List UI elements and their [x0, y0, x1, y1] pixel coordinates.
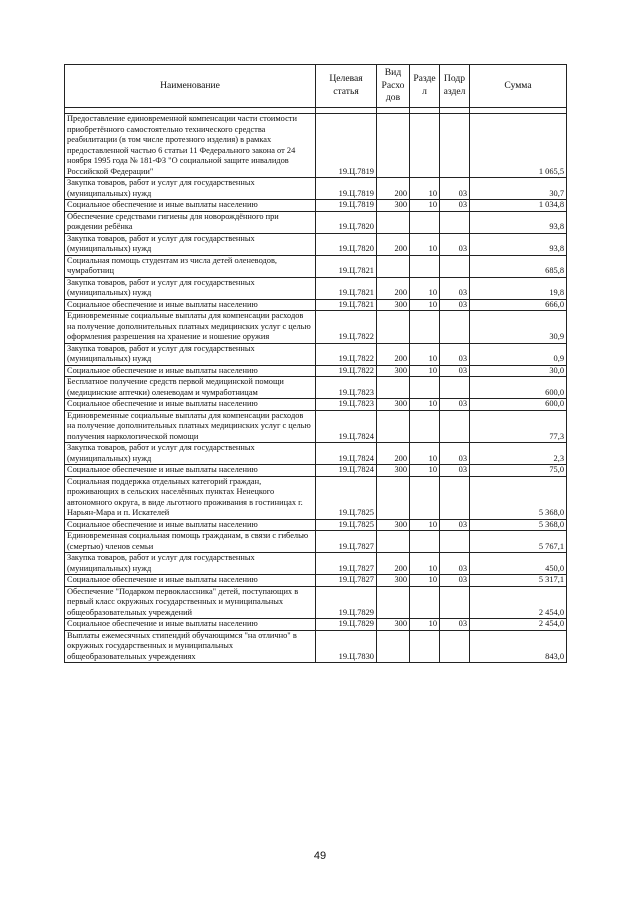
- row-kind: 300: [377, 399, 410, 411]
- row-section: [410, 531, 440, 553]
- row-section: 10: [410, 465, 440, 477]
- row-section: 10: [410, 443, 440, 465]
- row-sum: 1 065,5: [470, 114, 567, 178]
- row-name: Социальное обеспечение и иные выплаты населению: [65, 399, 316, 411]
- row-sum: 30,0: [470, 365, 567, 377]
- row-kind: [377, 311, 410, 344]
- row-subsection: [440, 410, 470, 443]
- row-kind: 300: [377, 575, 410, 587]
- row-name: Закупка товаров, работ и услуг для государственных (муниципальных) нужд: [65, 443, 316, 465]
- row-subsection: 03: [440, 399, 470, 411]
- row-code: 19.Ц.7823: [316, 377, 377, 399]
- row-kind: [377, 410, 410, 443]
- row-code: 19.Ц.7822: [316, 365, 377, 377]
- row-code: 19.Ц.7821: [316, 277, 377, 299]
- row-subsection: 03: [440, 575, 470, 587]
- table-row: [65, 399, 567, 411]
- row-code: 19.Ц.7821: [316, 299, 377, 311]
- header-kind: Вид Расхо дов: [377, 65, 410, 108]
- row-kind: [377, 586, 410, 619]
- row-sum: 77,3: [470, 410, 567, 443]
- row-sum: 685,8: [470, 255, 567, 277]
- row-name: Обеспечение средствами гигиены для новорождённого при рождении ребёнка: [65, 211, 316, 233]
- header-name: Наименование: [65, 65, 316, 108]
- row-subsection: [440, 586, 470, 619]
- row-sum: 450,0: [470, 553, 567, 575]
- row-subsection: 03: [440, 443, 470, 465]
- table-row: [65, 233, 567, 255]
- row-sum: 600,0: [470, 399, 567, 411]
- header-row: [65, 65, 567, 108]
- table-row: [65, 211, 567, 233]
- row-code: 19.Ц.7825: [316, 519, 377, 531]
- page-number: 49: [313, 850, 327, 862]
- row-name: Обеспечение "Подарком первоклассника" детей, поступающих в первый класс окружных государственных и муниципальных общеобразовательных учреждений: [65, 586, 316, 619]
- row-sum: 2 454,0: [470, 619, 567, 631]
- row-name: Предоставление единовременной компенсации части стоимости приобретённого самостоятельно технического средства реабилитации (в том числе протезного изделия) в рамках предоставленной частью 6 статьи 11 Федерального закона от 24 ноября 1995 года № 181-ФЗ "О социальной защите инвалидов Российской Федерации": [65, 114, 316, 178]
- table-row: [65, 519, 567, 531]
- table-row: [65, 619, 567, 631]
- row-kind: 300: [377, 200, 410, 212]
- row-name: Закупка товаров, работ и услуг для государственных (муниципальных) нужд: [65, 553, 316, 575]
- row-name: Социальное обеспечение и иные выплаты населению: [65, 619, 316, 631]
- row-section: [410, 255, 440, 277]
- row-kind: [377, 211, 410, 233]
- row-section: [410, 311, 440, 344]
- row-sum: 2 454,0: [470, 586, 567, 619]
- row-subsection: 03: [440, 619, 470, 631]
- row-name: Бесплатное получение средств первой медицинской помощи (медицинские аптечки) оленеводам и чумработницам: [65, 377, 316, 399]
- row-code: 19.Ц.7824: [316, 465, 377, 477]
- row-kind: 300: [377, 619, 410, 631]
- row-subsection: 03: [440, 200, 470, 212]
- row-section: 10: [410, 619, 440, 631]
- row-sum: 5 767,1: [470, 531, 567, 553]
- row-code: 19.Ц.7821: [316, 255, 377, 277]
- row-section: [410, 586, 440, 619]
- row-sum: 1 034,8: [470, 200, 567, 212]
- row-code: 19.Ц.7819: [316, 200, 377, 212]
- row-name: Социальное обеспечение и иные выплаты населению: [65, 365, 316, 377]
- row-section: [410, 410, 440, 443]
- row-sum: 843,0: [470, 630, 567, 663]
- row-kind: 200: [377, 343, 410, 365]
- row-name: Единовременная социальная помощь гражданам, в связи с гибелью (смертью) членов семьи: [65, 531, 316, 553]
- row-sum: 666,0: [470, 299, 567, 311]
- row-subsection: [440, 255, 470, 277]
- row-name: Единовременные социальные выплаты для компенсации расходов на получение дополнительных платных медицинских услуг с целью оформления разрешения на хранение и ношение оружия: [65, 311, 316, 344]
- row-code: 19.Ц.7829: [316, 619, 377, 631]
- table-row: [65, 200, 567, 212]
- row-section: 10: [410, 178, 440, 200]
- row-name: Социальное обеспечение и иные выплаты населению: [65, 299, 316, 311]
- row-name: Социальная поддержка отдельных категорий граждан, проживающих в сельских населённых пунктах Ненецкого автономного округа, в виде льготного проживания в гостиницах г. Нарьян-Мара и п. Искателей: [65, 476, 316, 519]
- row-name: Социальное обеспечение и иные выплаты населению: [65, 465, 316, 477]
- table-row: [65, 531, 567, 553]
- row-name: Единовременные социальные выплаты для компенсации расходов на получение дополнительных платных медицинских услуг с целью получения наркологической помощи: [65, 410, 316, 443]
- row-code: 19.Ц.7825: [316, 476, 377, 519]
- row-code: 19.Ц.7823: [316, 399, 377, 411]
- row-code: 19.Ц.7822: [316, 343, 377, 365]
- header-subsection: Подр аздел: [440, 65, 470, 108]
- row-subsection: 03: [440, 519, 470, 531]
- table-row: [65, 299, 567, 311]
- row-section: 10: [410, 277, 440, 299]
- row-code: 19.Ц.7820: [316, 233, 377, 255]
- table-row: [65, 410, 567, 443]
- row-name: Закупка товаров, работ и услуг для государственных (муниципальных) нужд: [65, 233, 316, 255]
- row-name: Социальная помощь студентам из числа детей оленеводов, чумработниц: [65, 255, 316, 277]
- row-subsection: 03: [440, 299, 470, 311]
- row-subsection: 03: [440, 343, 470, 365]
- row-section: 10: [410, 233, 440, 255]
- row-subsection: [440, 311, 470, 344]
- table-row: [65, 377, 567, 399]
- row-code: 19.Ц.7830: [316, 630, 377, 663]
- header-section: Разде л: [410, 65, 440, 108]
- row-code: 19.Ц.7829: [316, 586, 377, 619]
- row-subsection: [440, 211, 470, 233]
- row-kind: 300: [377, 365, 410, 377]
- row-kind: [377, 476, 410, 519]
- row-subsection: 03: [440, 178, 470, 200]
- row-code: 19.Ц.7824: [316, 443, 377, 465]
- row-section: 10: [410, 343, 440, 365]
- table-row: [65, 465, 567, 477]
- row-section: 10: [410, 553, 440, 575]
- row-section: 10: [410, 200, 440, 212]
- row-kind: [377, 377, 410, 399]
- header-code: Целевая статья: [316, 65, 377, 108]
- row-subsection: [440, 476, 470, 519]
- row-subsection: 03: [440, 277, 470, 299]
- row-kind: 200: [377, 553, 410, 575]
- table-row: [65, 365, 567, 377]
- row-sum: 5 317,1: [470, 575, 567, 587]
- row-subsection: 03: [440, 553, 470, 575]
- row-kind: 200: [377, 443, 410, 465]
- row-kind: 300: [377, 519, 410, 531]
- table-row: [65, 586, 567, 619]
- row-section: 10: [410, 365, 440, 377]
- row-section: [410, 114, 440, 178]
- row-sum: 19,8: [470, 277, 567, 299]
- row-sum: 93,8: [470, 211, 567, 233]
- row-sum: 93,8: [470, 233, 567, 255]
- row-name: Выплаты ежемесячных стипендий обучающимся "на отлично" в окружных государственных и муниципальных общеобразовательных учреждениях: [65, 630, 316, 663]
- row-name: Социальное обеспечение и иные выплаты населению: [65, 519, 316, 531]
- row-kind: [377, 114, 410, 178]
- row-name: Социальное обеспечение и иные выплаты населению: [65, 200, 316, 212]
- row-code: 19.Ц.7827: [316, 531, 377, 553]
- row-kind: [377, 255, 410, 277]
- row-kind: 300: [377, 465, 410, 477]
- row-kind: 300: [377, 299, 410, 311]
- row-kind: 200: [377, 178, 410, 200]
- row-kind: 200: [377, 233, 410, 255]
- table-row: [65, 114, 567, 178]
- row-section: 10: [410, 575, 440, 587]
- row-sum: 30,7: [470, 178, 567, 200]
- table-row: [65, 277, 567, 299]
- row-section: [410, 476, 440, 519]
- row-code: 19.Ц.7820: [316, 211, 377, 233]
- row-section: 10: [410, 519, 440, 531]
- row-sum: 30,9: [470, 311, 567, 344]
- row-name: Закупка товаров, работ и услуг для государственных (муниципальных) нужд: [65, 178, 316, 200]
- header-sum: Сумма: [470, 65, 567, 108]
- row-code: 19.Ц.7827: [316, 553, 377, 575]
- row-sum: 75,0: [470, 465, 567, 477]
- row-kind: [377, 630, 410, 663]
- row-section: [410, 630, 440, 663]
- row-subsection: 03: [440, 465, 470, 477]
- table-row: [65, 575, 567, 587]
- row-section: [410, 377, 440, 399]
- row-name: Закупка товаров, работ и услуг для государственных (муниципальных) нужд: [65, 277, 316, 299]
- row-subsection: [440, 377, 470, 399]
- budget-table: [64, 64, 567, 663]
- row-code: 19.Ц.7827: [316, 575, 377, 587]
- row-kind: 200: [377, 277, 410, 299]
- row-subsection: [440, 114, 470, 178]
- row-sum: 5 368,0: [470, 519, 567, 531]
- table-row: [65, 178, 567, 200]
- table-row: [65, 443, 567, 465]
- row-section: 10: [410, 299, 440, 311]
- row-section: [410, 211, 440, 233]
- row-name: Социальное обеспечение и иные выплаты населению: [65, 575, 316, 587]
- row-code: 19.Ц.7824: [316, 410, 377, 443]
- row-subsection: 03: [440, 233, 470, 255]
- row-subsection: 03: [440, 365, 470, 377]
- table-row: [65, 553, 567, 575]
- row-sum: 0,9: [470, 343, 567, 365]
- table-row: [65, 630, 567, 663]
- table-row: [65, 476, 567, 519]
- row-sum: 2,3: [470, 443, 567, 465]
- row-name: Закупка товаров, работ и услуг для государственных (муниципальных) нужд: [65, 343, 316, 365]
- row-subsection: [440, 531, 470, 553]
- row-code: 19.Ц.7819: [316, 178, 377, 200]
- row-sum: 5 368,0: [470, 476, 567, 519]
- row-section: 10: [410, 399, 440, 411]
- table-row: [65, 255, 567, 277]
- table-row: [65, 343, 567, 365]
- row-code: 19.Ц.7819: [316, 114, 377, 178]
- row-kind: [377, 531, 410, 553]
- table-row: [65, 311, 567, 344]
- row-code: 19.Ц.7822: [316, 311, 377, 344]
- row-sum: 600,0: [470, 377, 567, 399]
- row-subsection: [440, 630, 470, 663]
